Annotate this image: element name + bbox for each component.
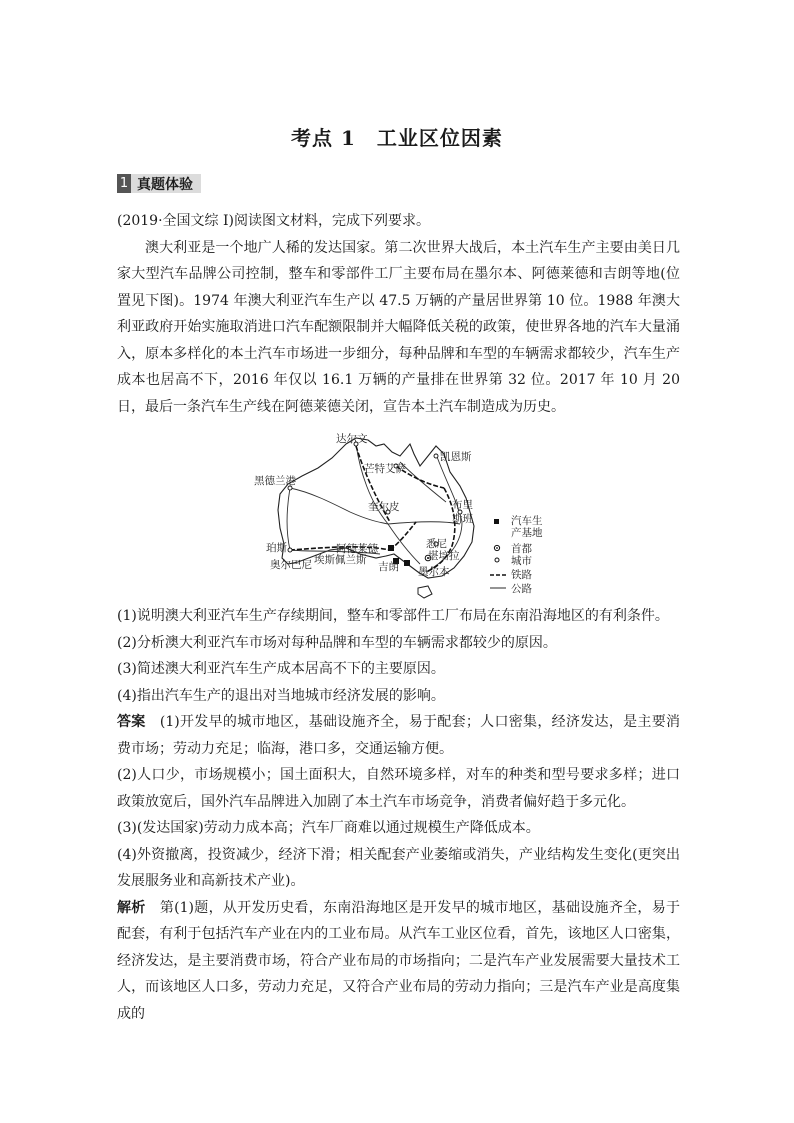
material-paragraph: 澳大利亚是一个地广人稀的发达国家。第二次世界大战后，本土汽车生产主要由美日几家大型汽车品牌公司控制，整车和零部件工厂主要布局在墨尔本、阿德莱德和吉朗等地(位置见下图)。1974 年澳大利亚汽车生产以 47.5 万辆的产量居世界第 10 位。1988 年澳大利亚政府开始实施取消进口汽车配额限制并大幅降低关税的政策，使世界各地的汽车大量涌入，原本多样化的本土汽车市场进一步细分，每种品牌和车型的车辆需求都较少，汽车生产成本也居高不下，2016 年仅以 16.1 万辆的产量排在世界第 32 位。2017 年 10 月 20 日，最后一条汽车生产线在阿德莱德关闭，宣告本土汽车制造成为历史。	[117, 239, 680, 415]
analysis-text: 第(1)题，从开发历史看，东南沿海地区是开发早的城市地区，基础设施齐全，易于配套，有利于包括汽车产业在内的工业布局。从汽车工业区位看，首先，该地区人口密集，经济发达，是主要消费市场，符合产业布局的市场指向；二是汽车产业发展需要大量技术工人，而该地区人口多，劳动力充足，又符合产业布局的劳动力指向；三是汽车产业是高度集成的	[117, 899, 680, 1022]
answer-item: (2)人口少，市场规模小；国土面积大，自然环境多样，对车的种类和型号要求多样；进口政策放宽后，国外汽车品牌进入加剧了本土汽车市场竞争，消费者偏好趋于多元化。	[117, 767, 680, 810]
page-title: 考点 1 工业区位因素	[291, 126, 503, 150]
question-item: (2)分析澳大利亚汽车市场对每种品牌和车型的车辆需求都较少的原因。	[117, 634, 557, 651]
label-albany: 奥尔巴尼	[270, 559, 312, 571]
answer-item: (3)(发达国家)劳动力成本高；汽车厂商难以通过规模生产降低成本。	[117, 820, 540, 836]
answer-text: (1)开发早的城市地区，基础设施齐全，易于配套；人口密集，经济发达，是主要消费市场；劳动力充足；临海，港口多，交通运输方便。	[117, 714, 680, 757]
label-headland: 黑德兰港	[254, 475, 296, 487]
legend-base-1: 汽车生	[511, 515, 543, 527]
label-alice: 奎尔皮	[368, 501, 400, 513]
questions-block	[117, 603, 680, 1027]
question-item: (3)简述澳大利亚汽车生产成本居高不下的主要原因。	[117, 661, 445, 677]
label-canberra: 堪培拉	[428, 550, 460, 562]
question-item: (4)指出汽车生产的退出对当地城市经济发展的影响。	[117, 687, 445, 704]
legend-base-2: 产基地	[511, 527, 543, 539]
label-sydney: 悉尼	[426, 538, 447, 550]
question-item: (1)说明澳大利亚汽车生产存续期间，整车和零部件工厂布局在东南沿海地区的有利条件。	[117, 608, 669, 624]
analysis-item	[117, 895, 680, 1028]
section-label: 真题体验	[137, 176, 193, 193]
label-mtisa: 芒特艾萨	[364, 463, 406, 475]
answer-item: (4)外资撤离，投资减少，经济下滑；相关配套产业萎缩或消失，产业结构发生变化(更突出发展服务业和高新技术产业)。	[117, 846, 680, 889]
material-block	[117, 208, 680, 420]
answer-item	[117, 709, 680, 762]
australia-map	[250, 432, 580, 600]
label-brisbane-1: 布里	[452, 499, 473, 511]
label-darwin: 达尔文	[336, 433, 368, 445]
label-perth: 珀斯	[266, 542, 287, 554]
label-geelong: 吉朗	[378, 561, 399, 573]
legend-rail: 铁路	[511, 569, 532, 581]
map-legend	[490, 514, 543, 595]
section-number: 1	[117, 174, 131, 193]
label-melbourne: 墨尔本	[418, 566, 450, 578]
answer-label: 答案	[117, 714, 146, 730]
legend-capital: 首都	[511, 543, 532, 555]
section-header	[117, 174, 201, 193]
label-esperance: 埃斯佩兰斯	[314, 554, 367, 566]
legend-city: 城市	[511, 555, 532, 567]
analysis-label: 解析	[117, 899, 146, 916]
label-cairns: 凯恩斯	[440, 451, 472, 463]
city-markers	[288, 442, 462, 552]
label-brisbane-2: 斯班	[452, 513, 473, 525]
legend-road: 公路	[511, 583, 532, 595]
tasmania	[418, 586, 432, 598]
label-adelaide: 阿德莱德	[336, 543, 378, 555]
adelaide-base	[388, 545, 394, 551]
question-source: (2019·全国文综 Ⅰ)阅读图文材料，完成下列要求。	[117, 213, 430, 229]
melbourne-base	[404, 560, 410, 566]
